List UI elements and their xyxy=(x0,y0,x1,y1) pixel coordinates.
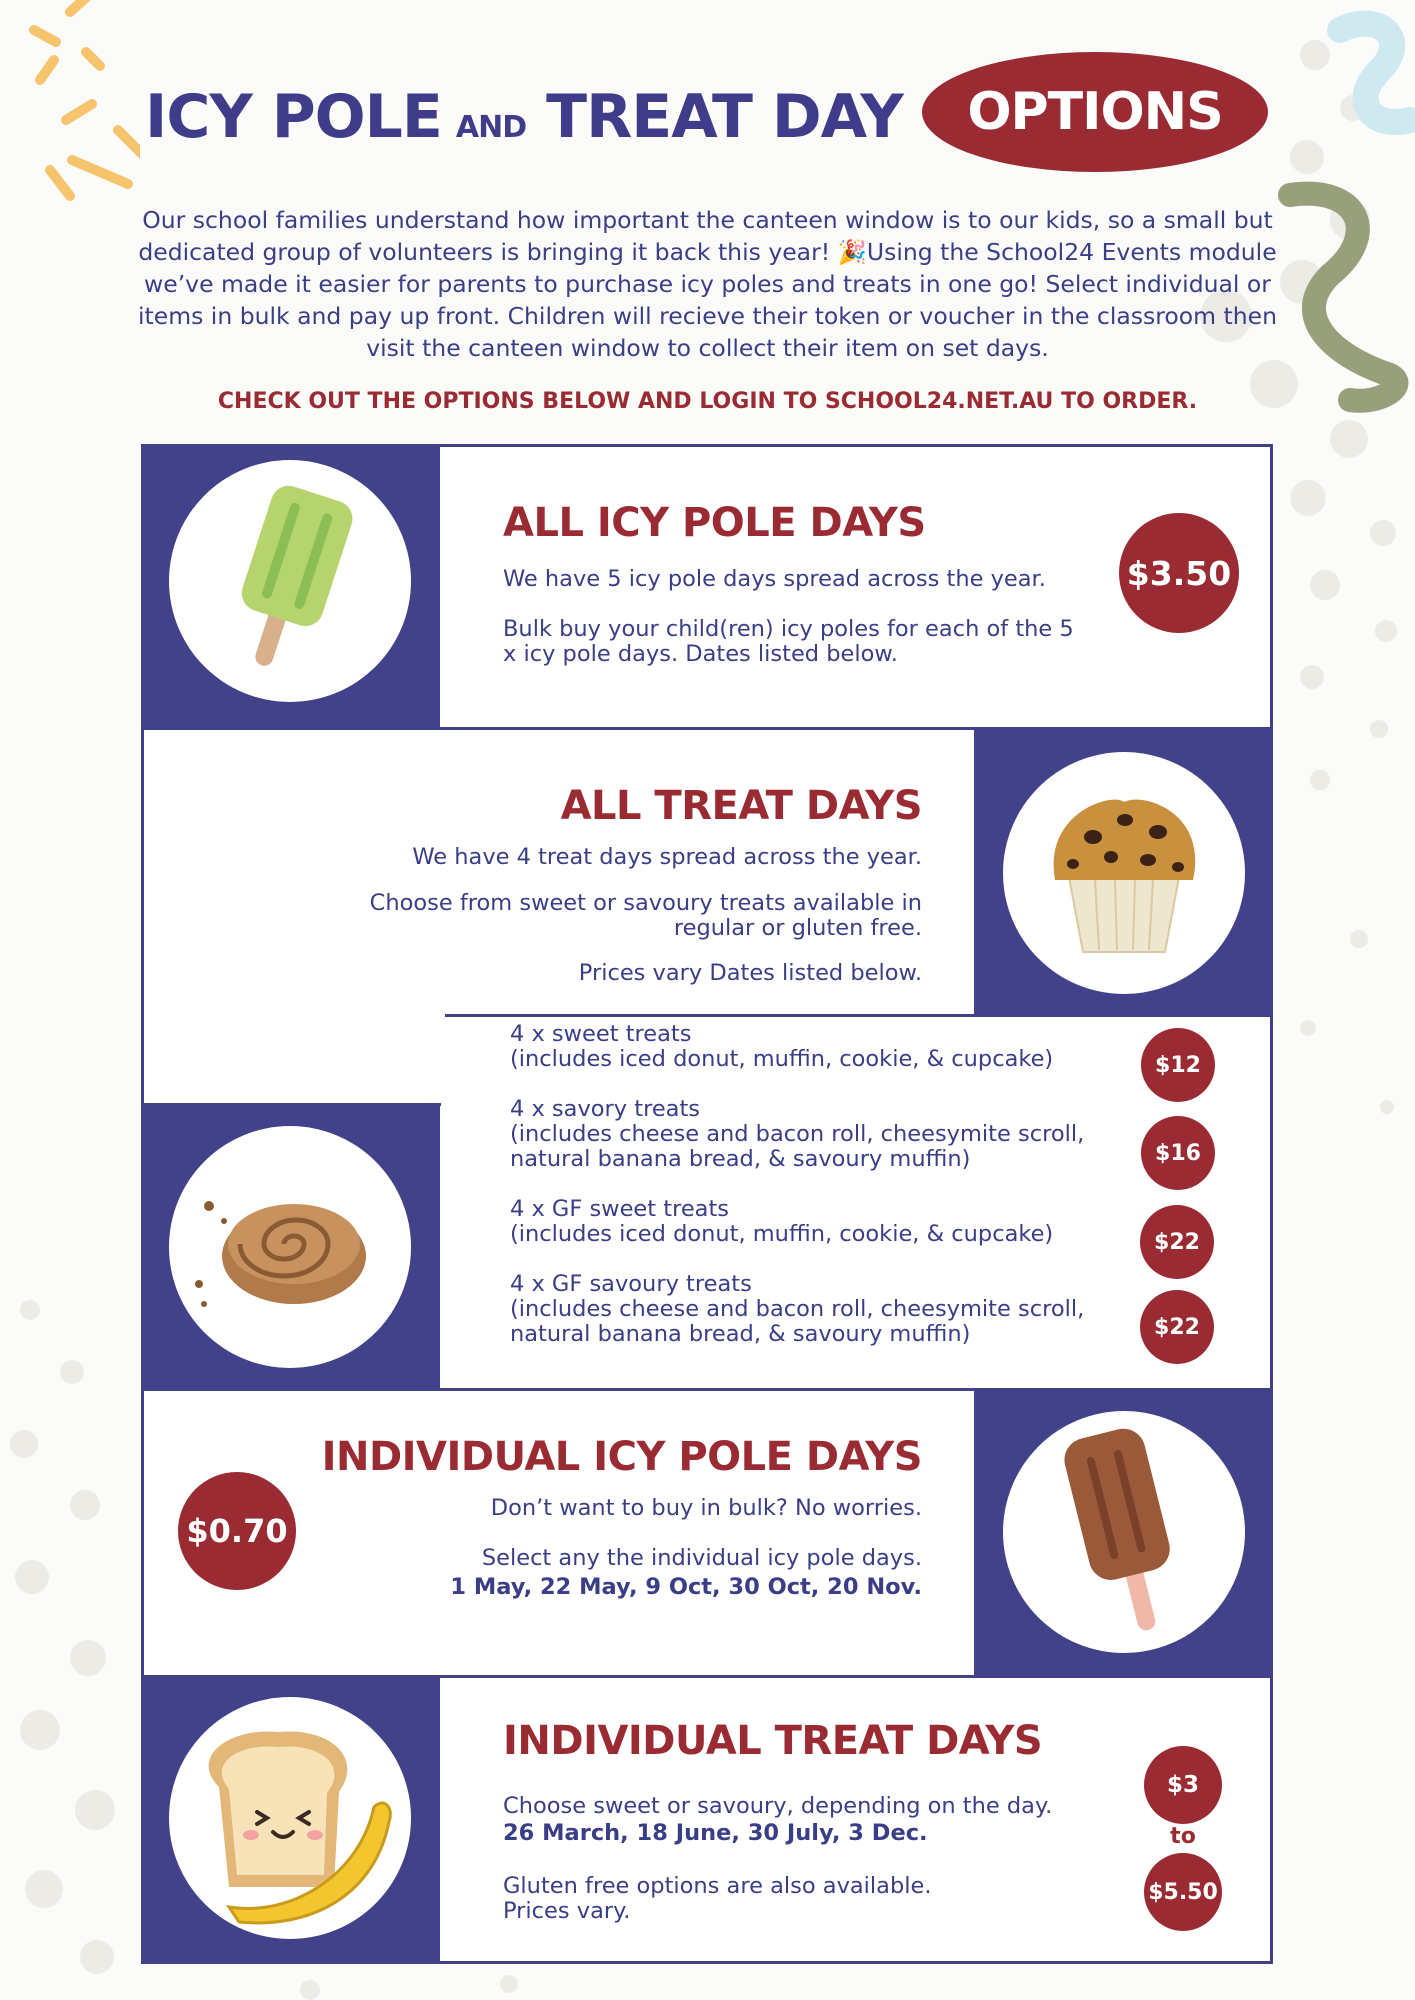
options-pill: OPTIONS xyxy=(922,52,1268,172)
treat-option-title: 4 x GF savoury treats xyxy=(510,1271,752,1297)
all-treat-line1: We have 4 treat days spread across the year. xyxy=(412,844,922,870)
ind-icy-price-badge: $0.70 xyxy=(178,1472,296,1590)
treat-option-1-price: $12 xyxy=(1141,1028,1215,1102)
ind-icy-line1: Don’t want to buy in bulk? No worries. xyxy=(490,1495,922,1521)
all-icy-pole-days-heading: ALL ICY POLE DAYS xyxy=(503,500,926,546)
ind-treat-line1: Choose sweet or savoury, depending on the day. xyxy=(503,1793,1053,1819)
toast-banana-illustration-circle xyxy=(169,1697,411,1939)
cinnamon-scroll-icon xyxy=(169,1126,411,1368)
treat-option-title: 4 x savory treats xyxy=(510,1096,700,1122)
ind-treat-price-high: $5.50 xyxy=(1144,1853,1222,1931)
icy-pole-illustration-circle xyxy=(169,460,411,702)
treat-option-2 xyxy=(510,1097,1090,1172)
page-title xyxy=(145,82,903,152)
all-treat-days-heading: ALL TREAT DAYS xyxy=(560,783,922,829)
treat-option-2-price: $16 xyxy=(1141,1116,1215,1190)
all-treat-line2: Choose from sweet or savoury treats available in regular or gluten free. xyxy=(369,890,922,941)
all-icy-line1: We have 5 icy pole days spread across the year. xyxy=(503,566,1046,592)
divider xyxy=(141,1103,441,1106)
title-and: AND xyxy=(455,110,527,145)
divider xyxy=(141,727,1273,730)
ind-icy-line2: Select any the individual icy pole days. xyxy=(481,1545,922,1571)
treat-option-detail: (includes iced donut, muffin, cookie, & cupcake) xyxy=(510,1221,1054,1247)
intro-paragraph: Our school families understand how important the canteen window is to our kids, so a small but dedicated group of volunteers is bringing it back this year! 🎉Using the School24 Events module we’ve made it easier for parents to purchase icy poles and treats in one go! Select individual or items in bulk and pay up front. Children will recieve their token or voucher in the classroom then visit the canteen window to collect their item on set days. xyxy=(138,206,1277,362)
ind-treat-dates: 26 March, 18 June, 30 July, 3 Dec. xyxy=(503,1820,928,1846)
divider xyxy=(141,1675,1273,1678)
treat-option-detail: (includes cheese and bacon roll, cheesymite scroll, natural banana bread, & savoury muffin) xyxy=(510,1296,1085,1347)
choc-icy-pole-illustration-circle xyxy=(1003,1411,1245,1653)
squiggle-blue-decoration xyxy=(1300,10,1415,150)
green-icy-pole-icon xyxy=(169,460,411,702)
all-icy-price-badge: $3.50 xyxy=(1119,513,1239,633)
muffin-illustration-circle xyxy=(1003,752,1245,994)
title-treat-day: TREAT DAY xyxy=(546,82,903,152)
treat-option-3-price: $22 xyxy=(1140,1205,1214,1279)
treat-option-detail: (includes cheese and bacon roll, cheesymite scroll, natural banana bread, & savoury muffin) xyxy=(510,1121,1085,1172)
all-treat-line3: Prices vary Dates listed below. xyxy=(578,960,922,986)
treat-option-detail: (includes iced donut, muffin, cookie, & cupcake) xyxy=(510,1046,1054,1072)
treat-option-1 xyxy=(510,1022,1110,1072)
treat-option-title: 4 x sweet treats xyxy=(510,1021,692,1047)
title-icy-pole: ICY POLE xyxy=(145,82,442,152)
divider xyxy=(440,1014,975,1017)
treat-option-title: 4 x GF sweet treats xyxy=(510,1196,730,1222)
order-call-to-action: CHECK OUT THE OPTIONS BELOW AND LOGIN TO SCHOOL24.NET.AU TO ORDER. xyxy=(217,389,1198,414)
divider xyxy=(141,1388,1273,1391)
ind-treat-price-to: to xyxy=(1170,1824,1196,1849)
squiggle-green-decoration xyxy=(1270,175,1415,415)
ind-icy-dates: 1 May, 22 May, 9 Oct, 30 Oct, 20 Nov. xyxy=(450,1574,922,1600)
ind-treat-price-low: $3 xyxy=(1144,1746,1222,1824)
treat-option-3 xyxy=(510,1197,1110,1247)
toast-and-banana-icon xyxy=(169,1697,411,1939)
sparkle-decoration xyxy=(10,0,140,220)
all-icy-line2: Bulk buy your child(ren) icy poles for each of the 5 x icy pole days. Dates listed below. xyxy=(503,616,1074,667)
treat-option-4 xyxy=(510,1272,1090,1347)
chocolate-icy-pole-icon xyxy=(1003,1411,1245,1653)
treat-option-4-price: $22 xyxy=(1140,1290,1214,1364)
individual-icy-pole-days-heading: INDIVIDUAL ICY POLE DAYS xyxy=(321,1434,922,1480)
muffin-icon xyxy=(1003,752,1245,994)
individual-treat-days-heading: INDIVIDUAL TREAT DAYS xyxy=(503,1718,1043,1764)
panel-gap xyxy=(415,1012,445,1017)
scroll-illustration-circle xyxy=(169,1126,411,1368)
ind-treat-line2: Gluten free options are also available. Prices vary. xyxy=(503,1873,932,1924)
